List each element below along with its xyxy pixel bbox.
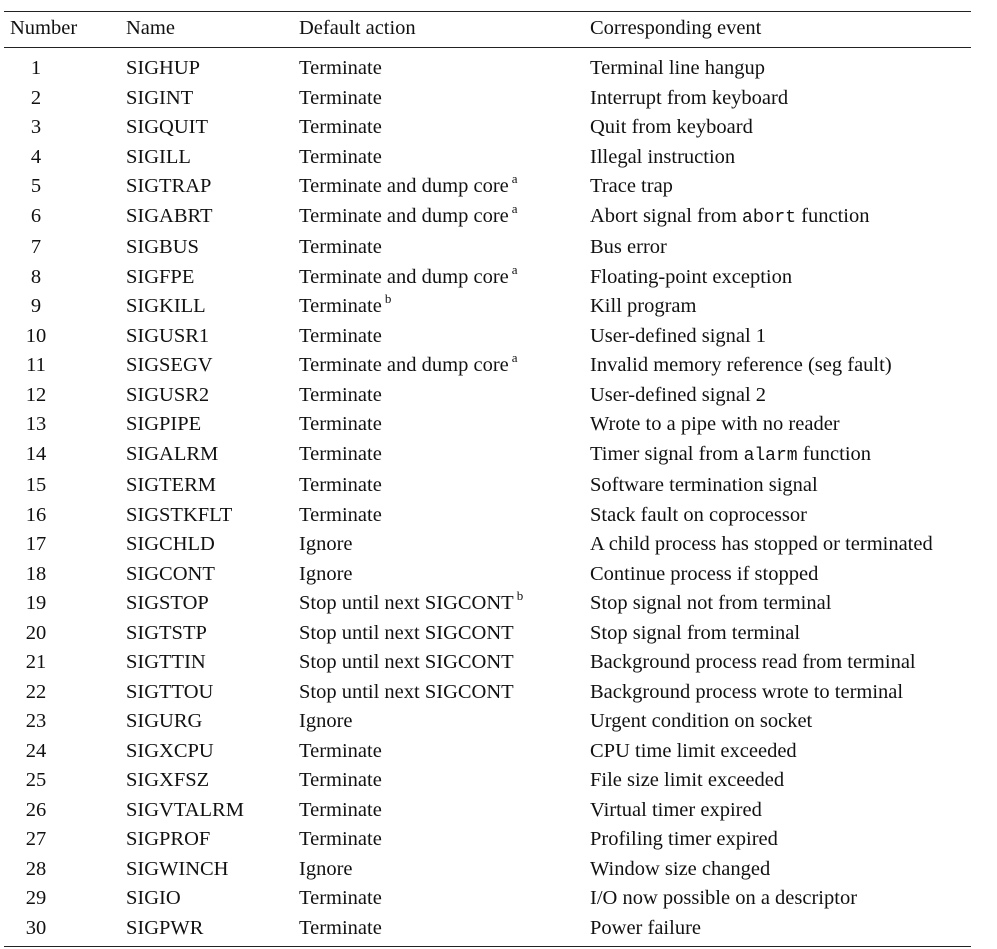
default-action-cell [299,440,590,472]
event-text: Stop signal not from terminal [590,592,832,614]
event-text: Urgent condition on socket [590,710,813,732]
event-text: Stop signal from terminal [590,621,801,644]
default-action: Terminate and dump core [299,265,509,288]
corresponding-event [590,589,971,619]
corresponding-event [590,796,971,826]
footnote-marker: a [511,261,518,277]
signal-name: SIGKILL [126,295,206,317]
default-action: Ignore [299,562,353,585]
corresponding-event [590,143,971,173]
corresponding-event [590,322,971,352]
header-number: Number [4,12,126,48]
table-header [4,12,971,48]
corresponding-event [590,113,971,143]
event-text: Wrote to a pipe with no reader [590,413,840,435]
event-text: Software termination signal [590,474,818,496]
corresponding-event [590,84,971,114]
table-row [4,914,971,947]
default-action: Terminate [299,236,382,258]
table-row [4,501,971,531]
table-row [4,351,971,381]
event-text: A child process has stopped or terminated [590,533,933,555]
corresponding-event [590,233,971,263]
signal-name: SIGTERM [126,474,216,496]
event-text: Quit from keyboard [590,116,753,138]
signal-name: SIGSTKFLT [126,503,233,526]
default-action: Terminate [299,295,382,317]
table-row [4,796,971,826]
signal-number: 28 [25,857,47,880]
table-row [4,884,971,914]
signal-name: SIGFPE [126,265,195,288]
signal-name: SIGTSTP [126,621,207,644]
table-row [4,48,971,84]
signal-name: SIGALRM [126,442,219,465]
signal-number: 11 [26,354,46,376]
signal-name: SIGWINCH [126,857,229,880]
signal-number: 21 [25,651,47,673]
signal-name: SIGSTOP [126,592,209,614]
signal-name: SIGUSR2 [126,383,210,406]
signal-number: 30 [4,914,126,947]
default-action-cell [299,796,590,826]
signal-number: 18 [25,562,47,585]
signal-number: 2 [30,86,42,109]
event-text: Virtual timer expired [590,798,762,821]
default-action: Terminate [299,324,382,347]
default-action: Terminate [299,739,382,762]
signal-name: SIGABRT [126,204,213,227]
event-text: Timer signal from [590,442,744,465]
table-row [4,619,971,649]
default-action: Stop until next SIGCONT [299,621,514,644]
default-action: Stop until next SIGCONT [299,680,514,703]
event-text: Kill program [590,295,697,317]
header-corresponding-event: Corresponding event [590,12,971,48]
default-action: Terminate [299,503,382,526]
signal-number: 20 [25,621,47,644]
default-action-cell [299,884,590,914]
table-body [4,48,971,947]
header-name: Name [126,12,299,48]
default-action: Stop until next SIGCONT [299,592,514,614]
default-action: Terminate and dump core [299,204,509,227]
default-action: Terminate [299,413,382,435]
default-action: Terminate [299,145,382,168]
event-text: function [796,204,870,227]
default-action-cell [299,589,590,619]
header-row [4,12,971,48]
signal-name: SIGURG [126,710,203,732]
corresponding-event [590,884,971,914]
signal-number: 10 [25,324,47,347]
signal-name: SIGTTOU [126,680,214,703]
signal-name: SIGHUP [126,57,201,79]
default-action: Terminate [299,116,382,138]
default-action-cell [299,530,590,560]
event-text: Power failure [590,916,701,939]
default-action-cell [299,825,590,855]
footnote-marker: b [516,588,524,603]
signal-number: 19 [25,592,47,614]
table-row [4,560,971,590]
corresponding-event [590,440,971,472]
default-action-cell [299,113,590,143]
default-action-cell [299,501,590,531]
signal-number: 7 [30,236,42,258]
table-row [4,172,971,202]
default-action: Terminate [299,798,382,821]
signal-number: 16 [25,503,47,526]
signal-name: SIGINT [126,86,194,109]
corresponding-event [590,471,971,501]
signal-name: SIGPIPE [126,413,202,435]
signal-name: SIGCONT [126,562,215,585]
signal-name: SIGPWR [126,914,299,947]
default-action: Terminate [299,442,382,465]
signal-number: 25 [25,769,47,791]
signal-name: SIGSEGV [126,354,213,376]
signal-number: 3 [30,116,42,138]
corresponding-event [590,707,971,737]
signal-number: 14 [25,442,47,465]
signal-name: SIGBUS [126,236,199,258]
signal-name: SIGXCPU [126,739,214,762]
default-action: Terminate [299,57,382,79]
signal-name: SIGVTALRM [126,798,244,821]
table-row [4,440,971,472]
default-action-cell [299,648,590,678]
signal-number: 6 [30,204,42,227]
event-text: Trace trap [590,175,673,197]
default-action-cell [299,322,590,352]
event-text: Terminal line hangup [590,57,766,79]
corresponding-event [590,648,971,678]
table-row [4,84,971,114]
default-action: Stop until next SIGCONT [299,651,514,673]
default-action-cell [299,855,590,885]
signal-name: SIGTTIN [126,651,206,673]
signal-table [4,11,971,947]
signal-number: 5 [30,175,42,197]
default-action: Terminate [299,769,382,791]
default-action-cell [299,471,590,501]
corresponding-event [590,48,971,84]
event-text: Floating-point exception [590,265,793,288]
default-action-cell [299,48,590,84]
event-text: Background process wrote to terminal [590,680,904,703]
table-row [4,471,971,501]
footnote-marker: a [511,171,518,186]
corresponding-event [590,737,971,767]
default-action: Terminate [299,916,382,939]
signal-number: 13 [25,413,47,435]
corresponding-event [590,530,971,560]
event-text: Interrupt from keyboard [590,86,789,109]
corresponding-event [590,501,971,531]
signal-number: 29 [25,887,47,909]
default-action: Terminate [299,86,382,109]
default-action-cell [299,619,590,649]
table-row [4,202,971,234]
corresponding-event [590,825,971,855]
signal-name: SIGUSR1 [126,324,210,347]
default-action-cell [299,202,590,234]
signal-number: 9 [30,295,42,317]
corresponding-event [590,351,971,381]
table-row [4,855,971,885]
event-text: Background process read from terminal [590,651,916,673]
default-action-cell [299,292,590,322]
table-row [4,707,971,737]
default-action-cell [299,233,590,263]
corresponding-event [590,292,971,322]
table-row [4,766,971,796]
default-action-cell [299,263,590,293]
table-row [4,322,971,352]
table-row [4,143,971,173]
table-row [4,530,971,560]
corresponding-event [590,560,971,590]
corresponding-event [590,855,971,885]
corresponding-event [590,766,971,796]
default-action: Terminate [299,383,382,406]
event-text: Continue process if stopped [590,562,819,585]
function-name: abort [742,207,797,228]
footnote-marker: b [384,291,392,306]
default-action-cell [299,914,590,947]
corresponding-event [590,263,971,293]
corresponding-event [590,619,971,649]
event-text: Illegal instruction [590,145,736,168]
footnote-marker: a [511,200,518,216]
event-text: Profiling timer expired [590,828,778,850]
signal-number: 8 [30,265,42,288]
event-text: CPU time limit exceeded [590,739,797,762]
default-action-cell [299,351,590,381]
event-text: Window size changed [590,857,771,880]
signal-number: 1 [30,57,42,79]
event-text: Stack fault on coprocessor [590,503,807,526]
signal-number: 4 [30,145,42,168]
signal-number: 22 [25,680,47,703]
table-row [4,113,971,143]
default-action-cell [299,172,590,202]
table-row [4,381,971,411]
table-row [4,678,971,708]
corresponding-event [590,410,971,440]
default-action-cell [299,707,590,737]
signal-name: SIGILL [126,145,191,168]
default-action: Terminate [299,828,382,850]
event-text: User-defined signal 2 [590,383,767,406]
default-action-cell [299,737,590,767]
default-action: Terminate and dump core [299,175,509,197]
signal-number: 26 [25,798,47,821]
signal-number: 15 [25,474,47,496]
signal-number: 17 [25,533,47,555]
table-row [4,648,971,678]
default-action: Terminate [299,474,382,496]
table-row [4,825,971,855]
default-action: Terminate and dump core [299,354,509,376]
signal-name: SIGCHLD [126,533,215,555]
event-text: Abort signal from [590,204,743,227]
event-text: I/O now possible on a descriptor [590,887,858,909]
default-action-cell [299,410,590,440]
table-row [4,589,971,619]
default-action-cell [299,678,590,708]
default-action-cell [299,560,590,590]
signal-number: 23 [25,710,47,732]
event-text: File size limit exceeded [590,769,785,791]
default-action-cell [299,766,590,796]
default-action: Ignore [299,857,353,880]
event-text: User-defined signal 1 [590,324,767,347]
event-text: Invalid memory reference (seg fault) [590,354,892,376]
header-default-action: Default action [299,12,590,48]
signal-number: 27 [25,828,47,850]
default-action: Ignore [299,710,353,732]
signal-name: SIGTRAP [126,175,212,197]
default-action: Ignore [299,533,353,555]
default-action-cell [299,381,590,411]
corresponding-event [590,172,971,202]
signal-name: SIGXFSZ [126,769,210,791]
event-text: function [797,442,872,465]
signal-name: SIGPROF [126,828,211,850]
event-text: Bus error [590,236,667,258]
corresponding-event [590,202,971,234]
default-action-cell [299,84,590,114]
signal-number: 24 [25,739,47,762]
footnote-marker: a [511,350,518,365]
signal-number: 12 [25,383,47,406]
table-row [4,292,971,322]
function-name: alarm [743,445,798,466]
corresponding-event [590,678,971,708]
default-action: Terminate [299,887,382,909]
table-row [4,233,971,263]
default-action-cell [299,143,590,173]
table-row [4,410,971,440]
table-row [4,263,971,293]
corresponding-event [590,914,971,947]
table-row [4,737,971,767]
signal-name: SIGIO [126,887,181,909]
signal-name: SIGQUIT [126,116,208,138]
corresponding-event [590,381,971,411]
